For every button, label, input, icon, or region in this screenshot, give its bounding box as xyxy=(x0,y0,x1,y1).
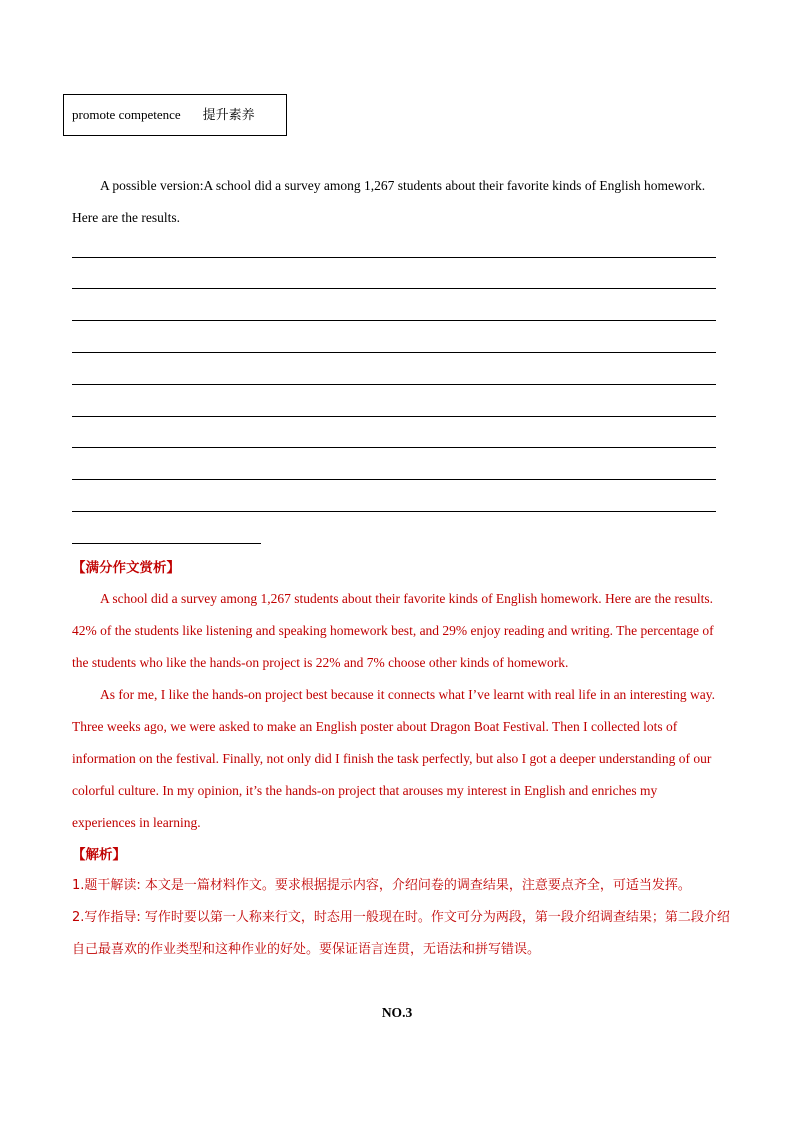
writing-line xyxy=(72,257,716,258)
model-paragraph-1: A school did a survey among 1,267 students about their favorite kinds of English homework. Here are the results. 42% of the students like listening and speaking homework best, and 29% enjoy reading and writing. The percentage of the students who like the hands-on project is 22% and 7% choose other kinds of homework. xyxy=(72,591,714,670)
box-label-en: promote competence xyxy=(72,107,181,122)
writing-line xyxy=(72,288,716,289)
writing-line xyxy=(72,447,716,448)
writing-line xyxy=(72,352,716,353)
analysis-heading: 【解析】 xyxy=(72,847,126,863)
model-paragraph-2: As for me, I like the hands-on project best because it connects what I’ve learnt with real life in an interesting way. Three weeks ago, we were asked to make an English poster about Dragon Boat Festival. Then I collected lots of information on the festival. Finally, not only did I finish the task perfectly, but also I got a deeper understanding of our colorful culture. In my opinion, it’s the hands-on project that arouses my interest in English and enriches my experiences in learning. xyxy=(72,687,716,830)
model-essay-heading: 【满分作文赏析】 xyxy=(72,560,180,576)
box-label-cn: 提升素养 xyxy=(202,108,255,123)
analysis-item-1: 1.题干解读: 本文是一篇材料作文。要求根据提示内容，介绍问卷的调查结果，注意要点齐全，可适当发挥。 xyxy=(72,878,691,893)
writing-line xyxy=(72,320,716,321)
writing-line xyxy=(72,384,716,385)
writing-line-short xyxy=(72,543,261,544)
writing-line xyxy=(72,416,716,417)
analysis-item-2: 2.写作指导: 写作时要以第一人称来行文，时态用一般现在时。作文可分为两段，第一段介绍调查结果；第二段介绍自己最喜欢的作业类型和这种作业的好处。要保证语言连贯，无语法和拼写错误。 xyxy=(72,910,730,957)
writing-line xyxy=(72,511,716,512)
prompt-text: A possible version:A school did a survey among 1,267 students about their favorite kinds of English homework. Here are the results. xyxy=(72,178,706,225)
page-number: NO.3 xyxy=(381,1005,413,1020)
writing-line xyxy=(72,479,716,480)
promote-competence-box xyxy=(63,94,287,136)
